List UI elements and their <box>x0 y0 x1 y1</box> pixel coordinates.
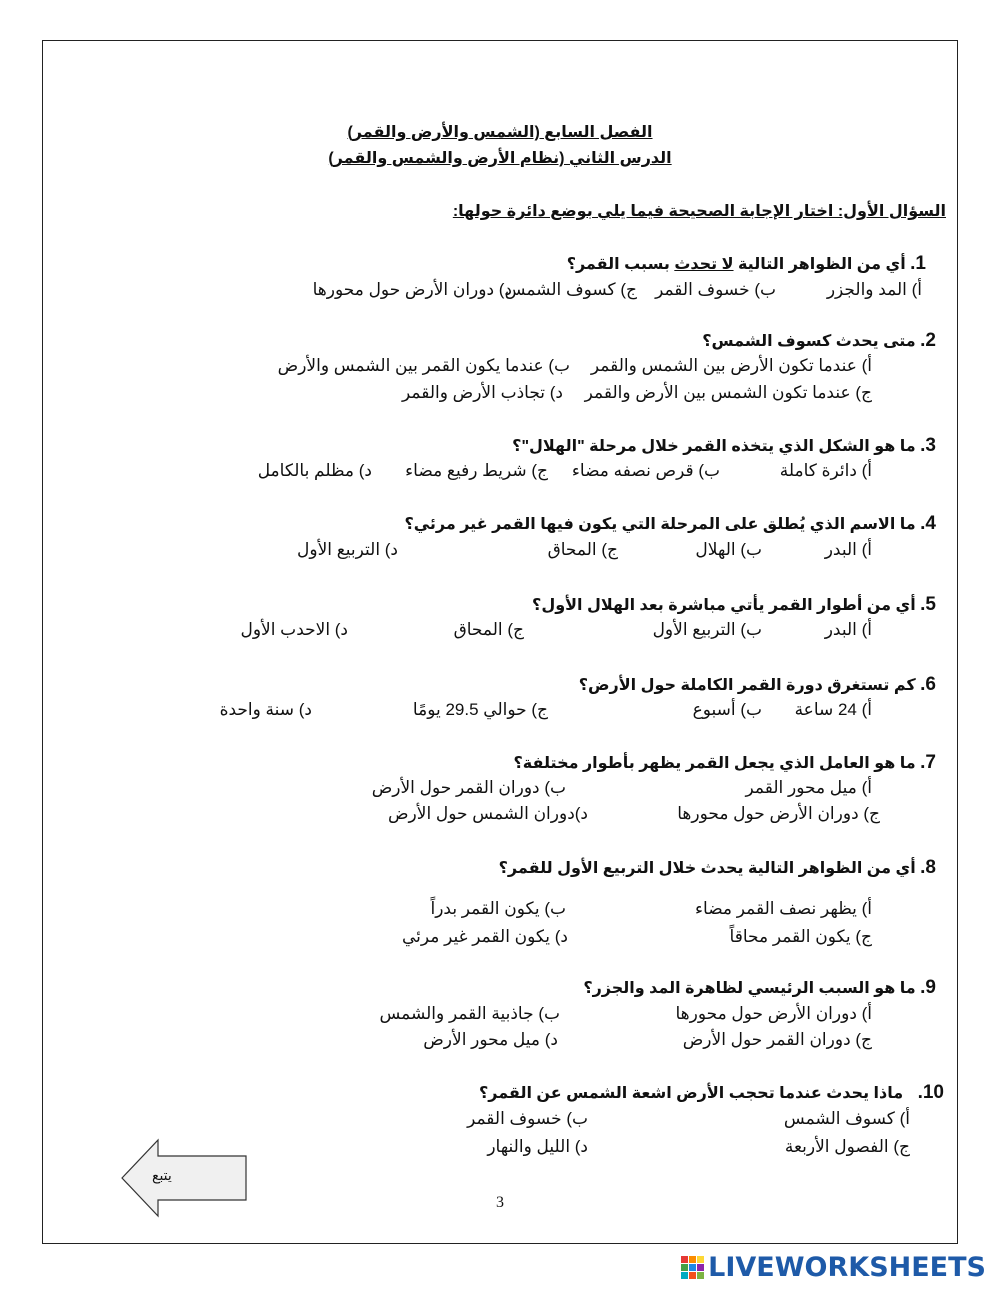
question-text: ما هو السبب الرئيسي لظاهرة المد والجزر؟ <box>583 980 916 997</box>
question-text: كم تستغرق دورة القمر الكاملة حول الأرض؟ <box>578 677 916 694</box>
question-text: ما هو العامل الذي يجعل القمر يظهر بأطوار مختلفة؟ <box>513 755 916 772</box>
brand-logo <box>681 1252 986 1283</box>
question-10 <box>479 1082 944 1104</box>
option-b[interactable]: ب) الهلال <box>695 540 762 559</box>
option-c[interactable]: ج) دوران القمر حول الأرض <box>682 1030 872 1049</box>
option-c[interactable]: ج) يكون القمر محاقاً <box>729 927 872 946</box>
option-d[interactable]: د) ميل محور الأرض <box>423 1030 558 1049</box>
question-text: ماذا يحدث عندما تحجب الأرض اشعة الشمس عن القمر؟ <box>478 1085 904 1102</box>
question-7 <box>514 752 937 774</box>
option-c[interactable]: ج) شريط رفيع مضاء <box>405 461 548 480</box>
option-a[interactable]: أ) دائرة كاملة <box>779 461 872 480</box>
page-number: 3 <box>496 1194 504 1211</box>
chapter-title: الفصل السابع (الشمس والأرض والقمر) <box>347 124 653 141</box>
option-c[interactable]: ج) دوران الأرض حول محورها <box>677 804 880 823</box>
option-c[interactable]: ج) المحاق <box>547 540 618 559</box>
option-a[interactable]: أ) عندما تكون الأرض بين الشمس والقمر <box>590 356 872 375</box>
continue-label: يتبع <box>152 1167 172 1183</box>
option-d[interactable]: د) التربيع الأول <box>297 540 398 559</box>
option-c[interactable]: ج) كسوف الشمس <box>504 280 637 299</box>
option-a[interactable]: أ) 24 ساعة <box>794 700 872 719</box>
option-c[interactable]: ج) المحاق <box>453 620 524 639</box>
question-text: ما الاسم الذي يُطلق على المرحلة التي يكون فيها القمر غير مرئي؟ <box>404 516 916 533</box>
option-b[interactable]: ب) عندما يكون القمر بين الشمس والأرض <box>277 356 570 375</box>
question-number: 1. <box>910 253 926 274</box>
option-a[interactable]: أ) المد والجزر <box>826 280 922 299</box>
question-number: 9. <box>920 977 936 998</box>
option-b[interactable]: ب) قرص نصفه مضاء <box>571 461 720 480</box>
question-1 <box>567 253 926 275</box>
option-a[interactable]: أ) يظهر نصف القمر مضاء <box>695 899 872 918</box>
option-a[interactable]: أ) دوران الأرض حول محورها <box>675 1004 872 1023</box>
question-6 <box>579 674 936 696</box>
brand-name: LIVEWORKSHEETS <box>708 1252 986 1283</box>
question-text: أي من أطوار القمر يأتي مباشرة بعد الهلال الأول؟ <box>532 597 916 614</box>
lesson-title: الدرس الثاني (نظام الأرض والشمس والقمر) <box>328 150 672 167</box>
option-a[interactable]: أ) كسوف الشمس <box>783 1109 910 1128</box>
question-number: 5. <box>920 594 936 615</box>
option-b[interactable]: ب) يكون القمر بدراً <box>430 899 566 918</box>
question-text: أي من الظواهر التالية لا تحدث بسبب القمر؟ <box>566 256 906 273</box>
option-b[interactable]: ب) جاذبية القمر والشمس <box>379 1004 560 1023</box>
option-d[interactable]: د) يكون القمر غير مرئي <box>401 927 568 946</box>
option-d[interactable]: د) مظلم بالكامل <box>257 461 372 480</box>
option-b[interactable]: ب) التربيع الأول <box>652 620 762 639</box>
question-number: 4. <box>920 513 936 534</box>
question-number: 10. <box>917 1082 944 1103</box>
question-number: 3. <box>920 435 936 456</box>
question-number: 7. <box>920 752 936 773</box>
option-d[interactable]: د) دوران الأرض حول محورها <box>312 280 512 299</box>
option-d[interactable]: د) الاحدب الأول <box>240 620 348 639</box>
question-text: ما هو الشكل الذي يتخذه القمر خلال مرحلة "الهلال"؟ <box>512 438 916 455</box>
option-d[interactable]: د) سنة واحدة <box>219 700 312 719</box>
option-d[interactable]: د)دوران الشمس حول الأرض <box>388 804 588 823</box>
question-text: أي من الظواهر التالية يحدث خلال التربيع الأول للقمر؟ <box>498 860 916 877</box>
option-a[interactable]: أ) ميل محور القمر <box>745 778 872 797</box>
option-a[interactable]: أ) البدر <box>824 540 872 559</box>
question-text: متى يحدث كسوف الشمس؟ <box>702 333 916 350</box>
question-9 <box>583 977 936 999</box>
option-d[interactable]: د) تجاذب الأرض والقمر <box>402 383 563 402</box>
option-a[interactable]: أ) البدر <box>824 620 872 639</box>
option-b[interactable]: ب) خسوف القمر <box>655 280 776 299</box>
question-2 <box>702 330 936 352</box>
brand-grid-icon <box>681 1256 704 1279</box>
question-number: 6. <box>920 674 936 695</box>
question-5 <box>532 594 936 616</box>
section-title: السؤال الأول: اختار الإجابة الصحيحة فيما يلي بوضع دائرة حولها: <box>452 203 946 220</box>
question-8 <box>499 857 936 879</box>
option-c[interactable]: ج) الفصول الأربعة <box>784 1137 910 1156</box>
question-number: 8. <box>920 857 936 878</box>
option-d[interactable]: د) الليل والنهار <box>487 1137 588 1156</box>
question-3 <box>512 435 936 457</box>
question-number: 2. <box>920 330 936 351</box>
option-b[interactable]: ب) خسوف القمر <box>467 1109 588 1128</box>
option-c[interactable]: ج) عندما تكون الشمس بين الأرض والقمر <box>584 383 872 402</box>
option-b[interactable]: ب) دوران القمر حول الأرض <box>371 778 566 797</box>
question-4 <box>404 513 936 535</box>
option-b[interactable]: ب) أسبوع <box>692 700 762 719</box>
option-c[interactable]: ج) حوالي 29.5 يومًا <box>412 700 548 719</box>
